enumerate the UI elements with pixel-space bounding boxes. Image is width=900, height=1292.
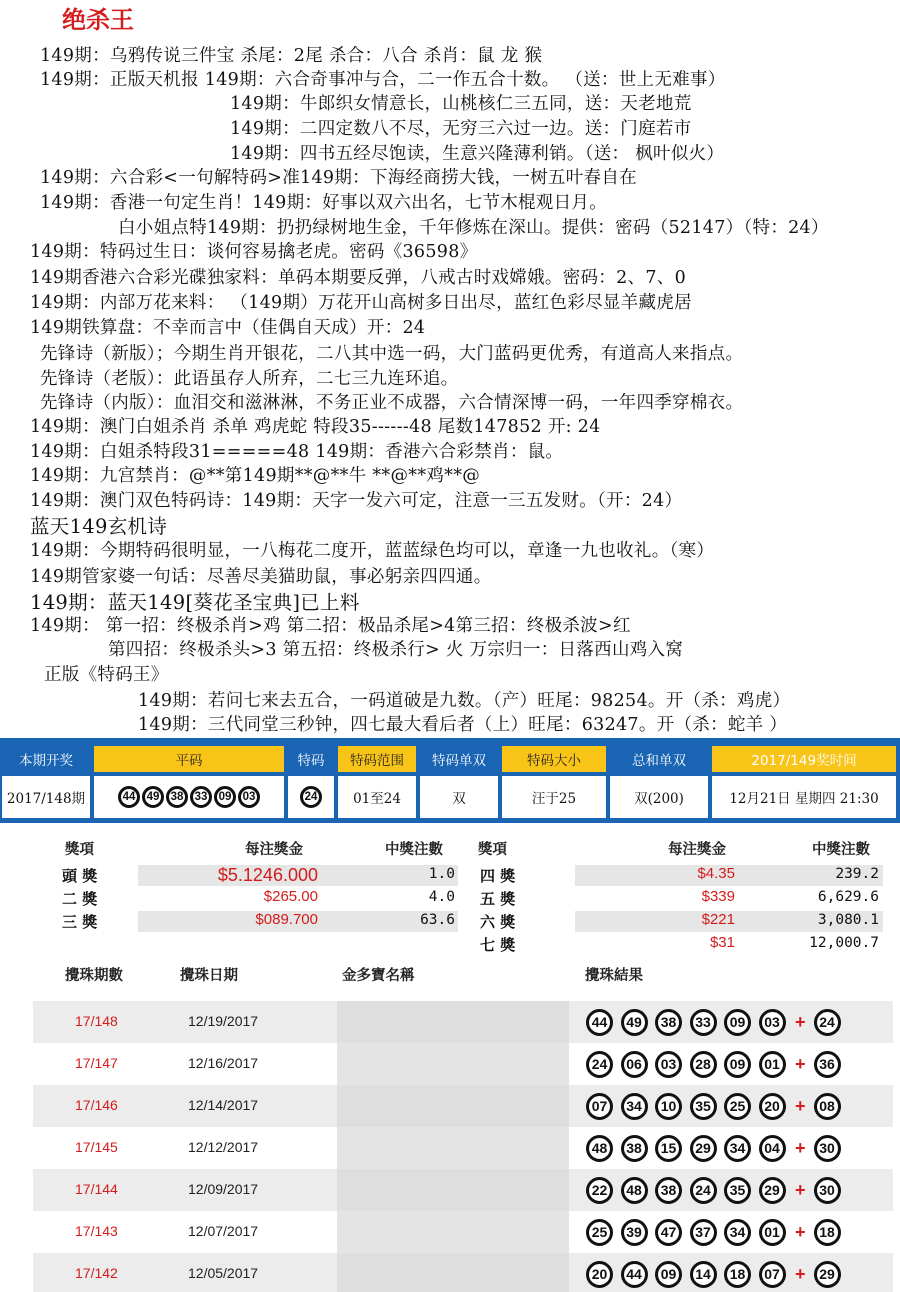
result-date: 12/09/2017 — [188, 1181, 259, 1197]
result-row — [33, 1169, 893, 1211]
result-period: 17/142 — [75, 1265, 118, 1281]
result-balls — [586, 1048, 848, 1080]
result-balls — [586, 1216, 848, 1248]
text-line: 149期：香港一句定生肖！149期：好事以双六出名，七节木棍观日月。 — [40, 193, 608, 213]
text-line: 149期：内部万花来料： （149期）万花开山高树多日出尽，蓝红色彩尽显羊藏虎居 — [30, 293, 692, 313]
draw-table — [0, 738, 900, 823]
plus-sign: + — [795, 1221, 806, 1242]
lottery-ball: 38 — [166, 786, 188, 808]
lottery-ball: 29 — [759, 1177, 786, 1204]
lottery-ball: 48 — [586, 1135, 613, 1162]
result-row — [33, 1085, 893, 1127]
result-date: 12/07/2017 — [188, 1223, 259, 1239]
text-line: 第四招：终极杀头>3 第五招：终极杀行> 火 万宗归一：日落西山鸡入窝 — [108, 640, 684, 660]
text-line: 蓝天149玄机诗 — [30, 515, 168, 538]
prize-header: 中獎注數 — [812, 841, 870, 858]
lottery-ball: 07 — [759, 1261, 786, 1288]
lottery-ball: 18 — [724, 1261, 751, 1288]
lottery-ball: 44 — [586, 1009, 613, 1036]
result-period: 17/143 — [75, 1223, 118, 1239]
text-line: 149期：六合彩<一句解特码>准149期：下海经商捞大钱，一树五叶春自在 — [40, 168, 637, 188]
text-line: 149期：四书五经尽饱读，生意兴隆薄利销。（送： 枫叶似火） — [230, 144, 725, 164]
lottery-ball: 04 — [759, 1135, 786, 1162]
lottery-ball: 22 — [586, 1177, 613, 1204]
result-balls — [586, 1090, 848, 1122]
text-line: 149期：乌鸦传说三件宝 杀尾：2尾 杀合：八合 杀肖：鼠 龙 猴 — [40, 46, 543, 66]
lottery-ball: 24 — [690, 1177, 717, 1204]
result-date: 12/05/2017 — [188, 1265, 259, 1281]
lottery-ball: 36 — [814, 1051, 841, 1078]
lottery-ball: 03 — [655, 1051, 682, 1078]
result-balls — [586, 1258, 848, 1290]
prize-header: 每注獎金 — [668, 841, 726, 858]
lottery-ball: 33 — [190, 786, 212, 808]
text-line: 正版《特码王》 — [44, 665, 169, 685]
prize-header: 中獎注數 — [385, 841, 443, 858]
prize-name: 六 獎 — [480, 913, 516, 931]
result-date: 12/14/2017 — [188, 1097, 259, 1113]
page-title: 绝杀王 — [62, 5, 134, 34]
lottery-ball: 30 — [814, 1135, 841, 1162]
results-header: 金多寶名稱 — [342, 967, 415, 984]
plus-sign: + — [795, 1095, 806, 1116]
results-header: 攪珠日期 — [180, 967, 238, 984]
plus-sign: + — [795, 1263, 806, 1284]
lottery-ball: 34 — [724, 1219, 751, 1246]
text-line: 149期：正版天机报 149期：六合奇事冲与合，二一作五合十数。 （送：世上无难事） — [40, 70, 726, 90]
text-line: 149期管家婆一句话：尽善尽美猫助鼠，事必躬亲四四通。 — [30, 567, 492, 587]
result-row — [33, 1211, 893, 1253]
result-date: 12/19/2017 — [188, 1013, 259, 1029]
result-date: 12/12/2017 — [188, 1139, 259, 1155]
prize-name: 頭 獎 — [62, 867, 98, 885]
prize-count: 12,000.7 — [809, 935, 879, 951]
lottery-ball: 09 — [214, 786, 236, 808]
prize-count: 3,080.1 — [817, 912, 879, 928]
lottery-ball: 03 — [759, 1009, 786, 1036]
header-draw: 本期开奖 — [2, 746, 90, 772]
lottery-ball: 06 — [621, 1051, 648, 1078]
lottery-ball: 49 — [621, 1009, 648, 1036]
text-line: 149期：九宫禁肖：@**第149期**@**牛 **@**鸡**@ — [30, 466, 481, 486]
text-line: 149期：二四定数八不尽，无穷三六过一边。送：门庭若市 — [230, 119, 692, 139]
result-name-cell — [337, 1085, 569, 1127]
lottery-ball: 07 — [586, 1093, 613, 1120]
lottery-ball: 24 — [586, 1051, 613, 1078]
lottery-ball: 34 — [621, 1093, 648, 1120]
text-line: 149期铁算盘：不幸而言中（佳偶自天成）开：24 — [30, 318, 426, 338]
text-line: 149期：牛郎织女情意长，山桃核仁三五同，送：天老地荒 — [230, 94, 692, 114]
lottery-ball: 20 — [759, 1093, 786, 1120]
lottery-ball: 09 — [724, 1009, 751, 1036]
text-line: 149期：三代同堂三秒钟，四七最大看后者（上）旺尾：63247。开（杀：蛇羊 ） — [138, 715, 788, 735]
result-row — [33, 1253, 893, 1292]
result-period: 17/146 — [75, 1097, 118, 1113]
header-sum: 总和单双 — [610, 746, 708, 772]
special-odd-even: 双 — [420, 776, 498, 818]
lottery-ball: 34 — [724, 1135, 751, 1162]
result-balls — [586, 1006, 848, 1038]
lottery-ball: 38 — [621, 1135, 648, 1162]
result-name-cell — [337, 1253, 569, 1292]
text-line: 149期香港六合彩光碟独家料：单码本期要反弹，八戒古时戏嫦娥。密码：2、7、0 — [30, 268, 687, 288]
lottery-ball: 25 — [724, 1093, 751, 1120]
lottery-ball: 09 — [655, 1261, 682, 1288]
lottery-ball: 49 — [142, 786, 164, 808]
lottery-ball: 18 — [814, 1219, 841, 1246]
prize-header: 獎項 — [65, 841, 94, 858]
result-balls — [586, 1132, 848, 1164]
lottery-ball: 44 — [621, 1261, 648, 1288]
prize-amount: $265.00 — [263, 888, 318, 905]
lottery-ball: 35 — [690, 1093, 717, 1120]
lottery-ball: 01 — [759, 1051, 786, 1078]
lottery-ball: 28 — [690, 1051, 717, 1078]
text-line: 149期：若问七来去五合，一码道破是九数。（产）旺尾：98254。开（杀：鸡虎） — [138, 691, 791, 711]
draw-period: 2017/148期 — [2, 776, 90, 818]
text-line: 先锋诗（老版）：此语虽存人所弃，二七三九连环追。 — [40, 369, 459, 389]
result-period: 17/144 — [75, 1181, 118, 1197]
prize-count: 239.2 — [835, 866, 879, 882]
lottery-ball: 09 — [724, 1051, 751, 1078]
prize-count: 63.6 — [420, 912, 455, 928]
lottery-ball: 14 — [690, 1261, 717, 1288]
lottery-ball: 08 — [814, 1093, 841, 1120]
prize-name: 五 獎 — [480, 890, 516, 908]
lottery-ball: 15 — [655, 1135, 682, 1162]
result-row — [33, 1043, 893, 1085]
text-line: 149期：白姐杀特段31=====48 149期：香港六合彩禁肖：鼠。 — [30, 442, 564, 462]
prize-header: 每注獎金 — [245, 841, 303, 858]
text-line: 先锋诗（内版）：血泪交和滋淋淋，不务正业不成器，六合情深博一码，一年四季穿棉衣。 — [40, 393, 744, 413]
header-odd-even: 特码单双 — [420, 746, 498, 772]
text-line: 白小姐点特149期：扔扔绿树地生金，千年修炼在深山。提供：密码（52147）（特：24） — [118, 218, 829, 238]
lottery-ball: 38 — [655, 1177, 682, 1204]
prize-amount: $339 — [701, 888, 735, 905]
lottery-ball: 48 — [621, 1177, 648, 1204]
text-line: 149期：澳门白姐杀肖 杀单 鸡虎蛇 特段35------48 尾数147852 开: 24 — [30, 417, 601, 437]
result-name-cell — [337, 1001, 569, 1043]
lottery-ball: 29 — [690, 1135, 717, 1162]
prize-count: 4.0 — [428, 889, 455, 905]
prize-amount: $5.1246.000 — [217, 865, 318, 885]
header-special: 特码 — [288, 746, 334, 772]
next-draw-time: 12月21日 星期四 21:30 — [712, 776, 896, 818]
prize-amount: $4.35 — [697, 865, 735, 882]
header-size: 特码大小 — [502, 746, 606, 772]
header-range: 特码范围 — [338, 746, 416, 772]
result-period: 17/147 — [75, 1055, 118, 1071]
result-balls — [586, 1174, 848, 1206]
result-date: 12/16/2017 — [188, 1055, 259, 1071]
lottery-ball: 47 — [655, 1219, 682, 1246]
text-line: 149期：澳门双色特码诗：149期：天字一发六可定，注意一三五发财。（开：24） — [30, 491, 683, 511]
lottery-ball: 24 — [300, 786, 322, 808]
special-size: 汪于25 — [502, 776, 606, 818]
result-row — [33, 1001, 893, 1043]
result-period: 17/148 — [75, 1013, 118, 1029]
lottery-ball: 25 — [586, 1219, 613, 1246]
lottery-ball: 01 — [759, 1219, 786, 1246]
lottery-ball: 03 — [238, 786, 260, 808]
prize-amount: $221 — [701, 911, 735, 928]
regular-balls — [94, 776, 284, 818]
prize-name: 二 獎 — [62, 890, 98, 908]
lottery-ball: 44 — [118, 786, 140, 808]
plus-sign: + — [795, 1137, 806, 1158]
lottery-ball: 38 — [655, 1009, 682, 1036]
lottery-ball: 39 — [621, 1219, 648, 1246]
header-regular: 平码 — [94, 746, 284, 772]
text-line: 149期： 第一招：终极杀肖>鸡 第二招：极品杀尾>4第三招：终极杀波>红 — [30, 616, 631, 636]
lottery-ball: 30 — [814, 1177, 841, 1204]
lottery-ball: 24 — [814, 1009, 841, 1036]
result-name-cell — [337, 1211, 569, 1253]
special-ball-cell — [288, 776, 334, 818]
prize-name: 七 獎 — [480, 936, 516, 954]
result-row — [33, 1127, 893, 1169]
plus-sign: + — [795, 1053, 806, 1074]
lottery-ball: 35 — [724, 1177, 751, 1204]
result-name-cell — [337, 1127, 569, 1169]
results-header: 攪珠期數 — [65, 967, 123, 984]
prize-header: 獎項 — [478, 841, 507, 858]
lottery-ball: 29 — [814, 1261, 841, 1288]
prize-amount: $089.700 — [255, 911, 318, 928]
prize-name: 三 獎 — [62, 913, 98, 931]
plus-sign: + — [795, 1179, 806, 1200]
lottery-ball: 10 — [655, 1093, 682, 1120]
prize-count: 1.0 — [428, 866, 455, 882]
result-period: 17/145 — [75, 1139, 118, 1155]
special-range: 01至24 — [338, 776, 416, 818]
text-line: 先锋诗（新版）；今期生肖开银花，二八其中选一码，大门蓝码更优秀，有道高人来指点。 — [40, 344, 744, 364]
lottery-ball: 33 — [690, 1009, 717, 1036]
text-line: 149期：今期特码很明显，一八梅花二度开，蓝蓝绿色均可以，章逢一九也收礼。（寒） — [30, 541, 715, 561]
results-header: 攪珠結果 — [585, 967, 643, 984]
plus-sign: + — [795, 1011, 806, 1032]
result-name-cell — [337, 1169, 569, 1211]
prize-count: 6,629.6 — [817, 889, 879, 905]
lottery-ball: 20 — [586, 1261, 613, 1288]
prize-name: 四 獎 — [480, 867, 516, 885]
sum-odd-even: 双(200) — [610, 776, 708, 818]
prize-amount: $31 — [709, 934, 735, 951]
lottery-ball: 37 — [690, 1219, 717, 1246]
result-name-cell — [337, 1043, 569, 1085]
text-line: 149期：特码过生日：谈何容易擒老虎。密码《36598》 — [30, 242, 478, 262]
header-next-time: 2017/149奖时间 — [712, 746, 896, 772]
text-line: 149期：蓝天149[葵花圣宝典]已上料 — [30, 591, 360, 614]
